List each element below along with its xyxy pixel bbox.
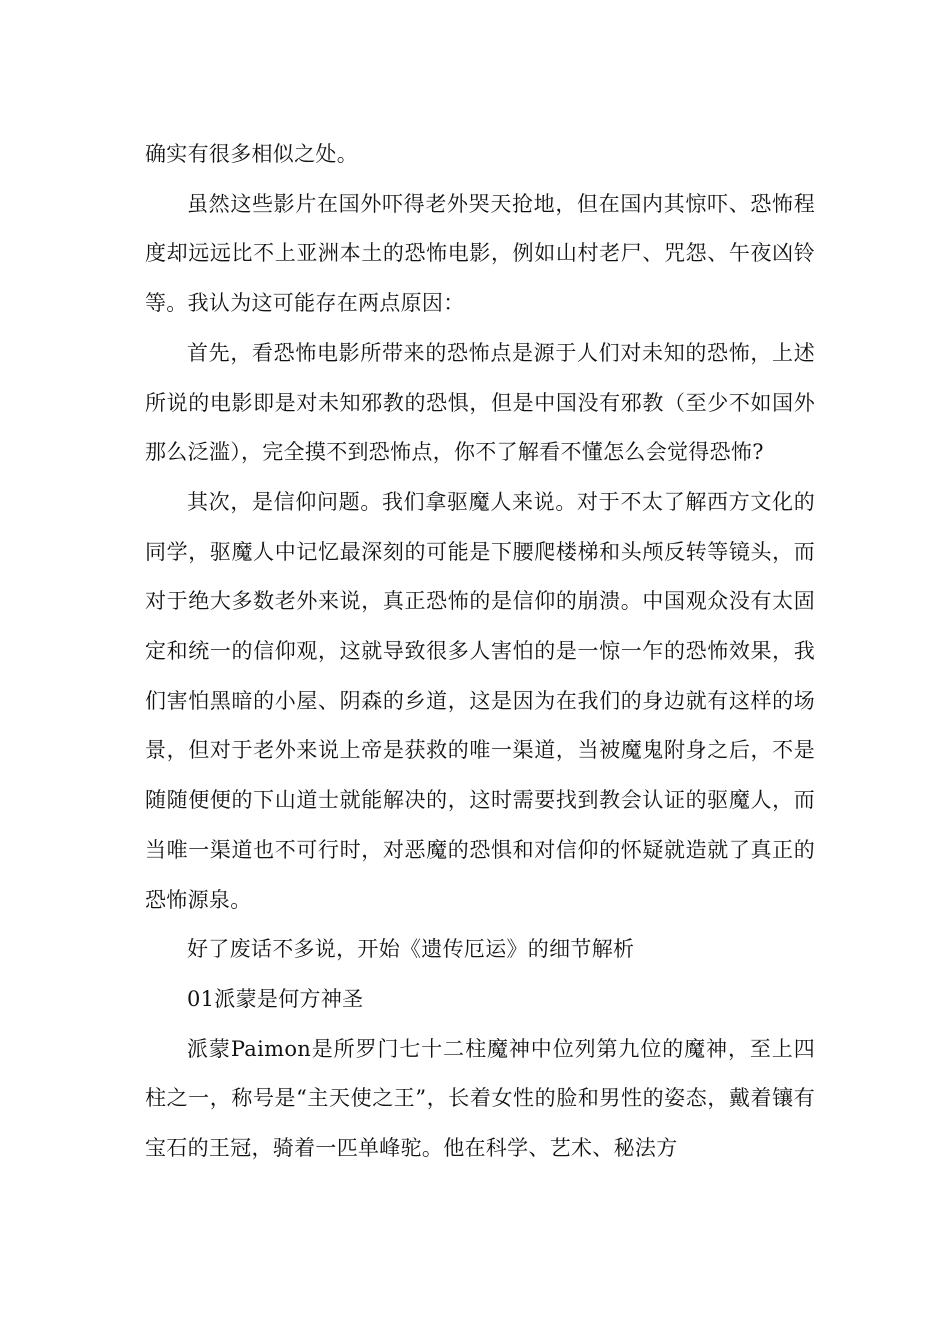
paragraph-transition: 好了废话不多说，开始《遗传厄运》的细节解析: [187, 937, 635, 962]
paragraph-continuation: 确实有很多相似之处。: [145, 142, 358, 166]
paragraph-second-reason: 其次，是信仰问题。我们拿驱魔人来说。对于不太了解西方文化的同学，驱魔人中记忆最深刻的可能是下腰爬楼梯和头颅反转等镜头，而对于绝大多数老外来说，真正恐怖的是信仰的崩溃。中国观众没有太固定和统一的信仰观，这就导致很多人害怕的是一惊一乍的恐怖效果，我们害怕黑暗的小屋、阴森的乡道，这是因为在我们的身边就有这样的场景，但对于老外来说上帝是获救的唯一渠道，当被魔鬼附身之后，不是随随便便的下山道士就能解决的，这时需要找到教会认证的驱魔人，而当唯一渠道也不可行时，对恶魔的恐惧和对信仰的怀疑就造就了真正的恐怖源泉。: [145, 489, 815, 912]
paragraph-paimon-description: 派蒙Paimon是所罗门七十二柱魔神中位列第九位的魔神，至上四柱之一，称号是“主天使之王”，长着女性的脸和男性的姿态，戴着镶有宝石的王冠，骑着一匹单峰驼。他在科学、艺术、秘法方: [145, 1036, 815, 1161]
paragraph-first-reason: 首先，看恐怖电影所带来的恐怖点是源于人们对未知的恐怖，上述所说的电影即是对未知邪教的恐惧，但是中国没有邪教（至少不如国外那么泛滥），完全摸不到恐怖点，你不了解看不懂怎么会觉得恐怖?: [145, 340, 815, 465]
document-body: [145, 130, 815, 1174]
section-heading-paimon: 01派蒙是何方神圣: [187, 986, 364, 1011]
paragraph-horror-comparison: 虽然这些影片在国外吓得老外哭天抢地，但在国内其惊吓、恐怖程度却远远比不上亚洲本土的恐怖电影，例如山村老尸、咒怨、午夜凶铃等。我认为这可能存在两点原因：: [145, 191, 815, 316]
